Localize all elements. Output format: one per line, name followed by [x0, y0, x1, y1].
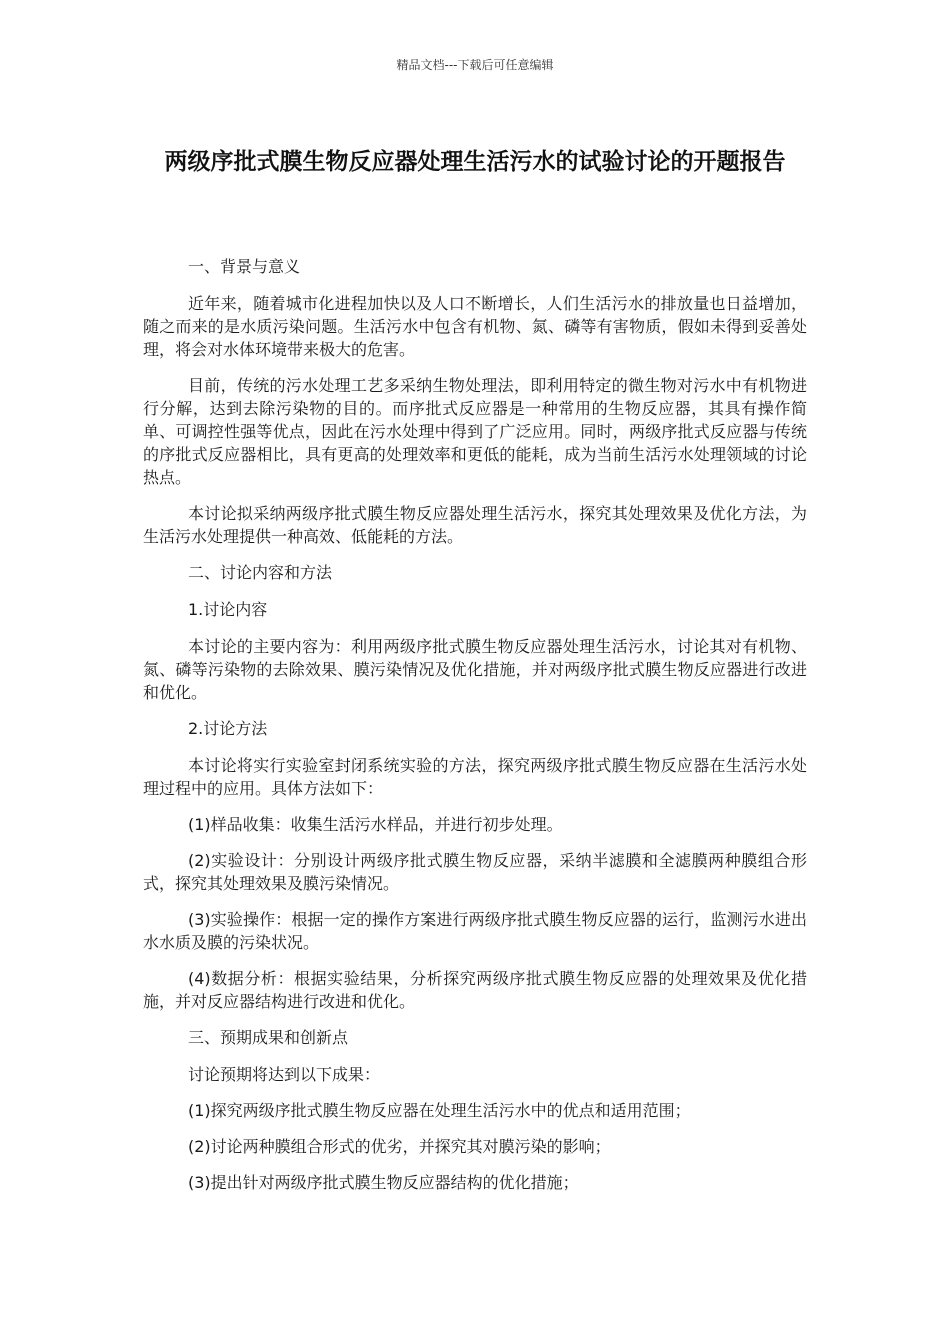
document-body	[143, 255, 807, 1207]
section-heading-outcomes: 三、预期成果和创新点	[188, 1028, 349, 1047]
method-item: (2)实验设计：分别设计两级序批式膜生物反应器，采纳半滤膜和全滤膜两种膜组合形式，探究其处理效果及膜污染情况。	[143, 851, 807, 893]
result-item: (3)提出针对两级序批式膜生物反应器结构的优化措施；	[188, 1173, 579, 1192]
paragraph: 本讨论将实行实验室封闭系统实验的方法，探究两级序批式膜生物反应器在生活污水处理过程中的应用。具体方法如下：	[143, 756, 807, 798]
subsection-heading-methods: 2.讨论方法	[188, 719, 268, 738]
method-item: (4)数据分析：根据实验结果，分析探究两级序批式膜生物反应器的处理效果及优化措施，并对反应器结构进行改进和优化。	[143, 969, 807, 1011]
method-item: (1)样品收集：收集生活污水样品，并进行初步处理。	[188, 815, 563, 834]
method-item: (3)实验操作：根据一定的操作方案进行两级序批式膜生物反应器的运行，监测污水进出水水质及膜的污染状况。	[143, 910, 807, 952]
header-note: 精品文档---下载后可任意编辑	[396, 58, 554, 72]
paragraph: 近年来，随着城市化进程加快以及人口不断增长，人们生活污水的排放量也日益增加，随之而来的是水质污染问题。生活污水中包含有机物、氮、磷等有害物质，假如未得到妥善处理，将会对水体环境带来极大的危害。	[143, 294, 807, 359]
document-title: 两级序批式膜生物反应器处理生活污水的试验讨论的开题报告	[164, 149, 786, 175]
section-heading-background: 一、背景与意义	[188, 257, 301, 276]
section-heading-content-methods: 二、讨论内容和方法	[188, 563, 333, 582]
subsection-heading-content: 1.讨论内容	[188, 600, 268, 619]
paragraph: 讨论预期将达到以下成果：	[188, 1065, 381, 1084]
paragraph: 本讨论的主要内容为：利用两级序批式膜生物反应器处理生活污水，讨论其对有机物、氮、磷等污染物的去除效果、膜污染情况及优化措施，并对两级序批式膜生物反应器进行改进和优化。	[143, 637, 807, 702]
result-item: (2)讨论两种膜组合形式的优劣，并探究其对膜污染的影响；	[188, 1137, 611, 1156]
paragraph: 本讨论拟采纳两级序批式膜生物反应器处理生活污水，探究其处理效果及优化方法，为生活污水处理提供一种高效、低能耗的方法。	[143, 504, 807, 546]
result-item: (1)探究两级序批式膜生物反应器在处理生活污水中的优点和适用范围；	[188, 1101, 691, 1120]
paragraph: 目前，传统的污水处理工艺多采纳生物处理法，即利用特定的微生物对污水中有机物进行分解，达到去除污染物的目的。而序批式反应器是一种常用的生物反应器，其具有操作简单、可调控性强等优点，因此在污水处理中得到了广泛应用。同时，两级序批式反应器与传统的序批式反应器相比，具有更高的处理效率和更低的能耗，成为当前生活污水处理领域的讨论热点。	[143, 376, 807, 487]
